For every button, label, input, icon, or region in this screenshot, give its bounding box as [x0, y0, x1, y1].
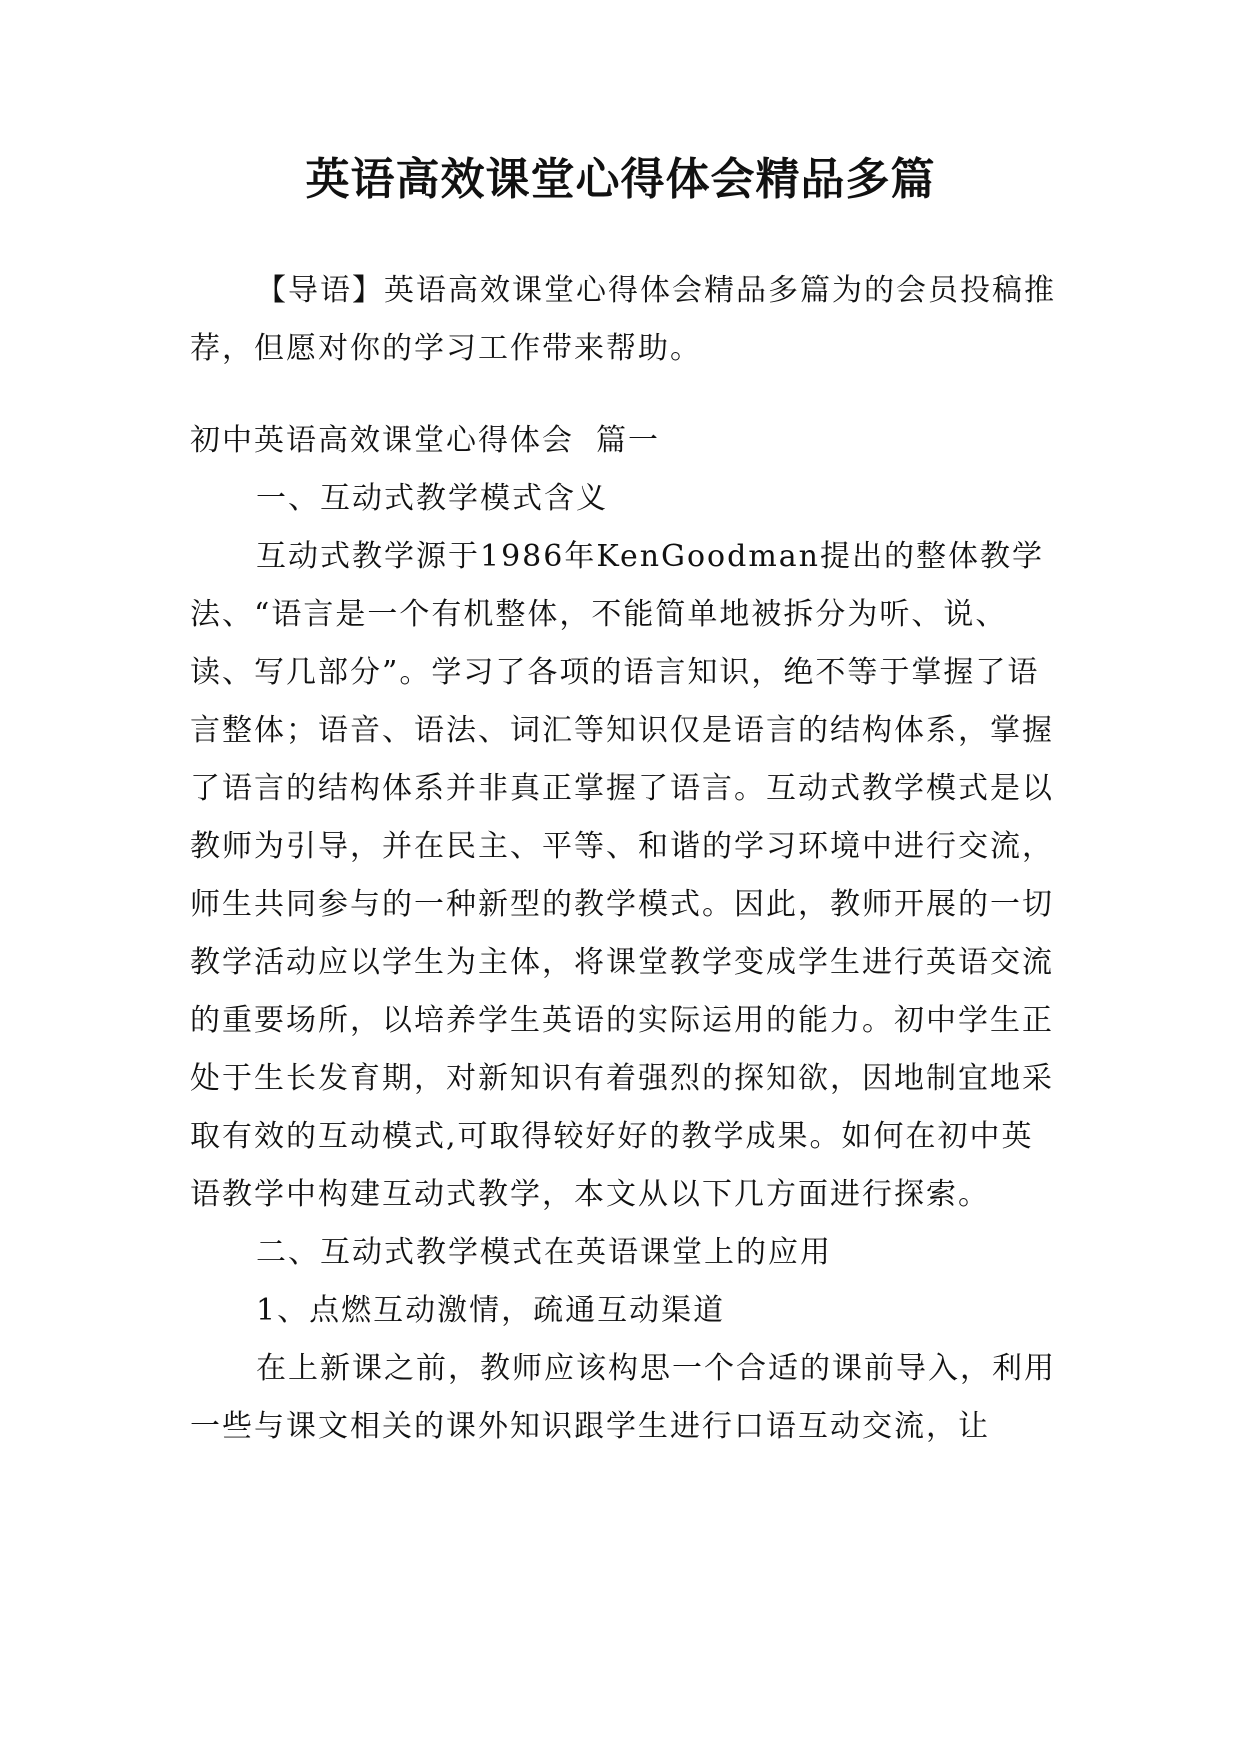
- section-heading-part: 篇一: [596, 423, 660, 458]
- intro-paragraph: 【导语】英语高效课堂心得体会精品多篇为的会员投稿推荐，但愿对你的学习工作带来帮助。: [190, 273, 1056, 366]
- paragraph-2: 在上新课之前，教师应该构思一个合适的课前导入，利用一些与课文相关的课外知识跟学生进行口语互动交流，让: [190, 1351, 1056, 1444]
- intro-block: [190, 262, 1060, 378]
- section-heading-main: 初中英语高效课堂心得体会: [190, 423, 574, 458]
- heading-2: 二、互动式教学模式在英语课堂上的应用: [256, 1235, 832, 1270]
- document-title: 英语高效课堂心得体会精品多篇: [305, 154, 936, 205]
- section-heading: [190, 412, 1060, 470]
- heading-1: 一、互动式教学模式含义: [256, 481, 608, 516]
- section-block: [190, 412, 1060, 1456]
- paragraph-1: 互动式教学源于1986年KenGoodman提出的整体教学法、“语言是一个有机整体，不能简单地被拆分为听、说、读、写几部分”。学习了各项的语言知识，绝不等于掌握了语言整体；语音、语法、词汇等知识仅是语言的结构体系，掌握了语言的结构体系并非真正掌握了语言。互动式教学模式是以教师为引导，并在民主、平等、和谐的学习环境中进行交流，师生共同参与的一种新型的教学模式。因此，教师开展的一切教学活动应以学生为主体，将课堂教学变成学生进行英语交流的重要场所，以培养学生英语的实际运用的能力。初中学生正处于生长发育期，对新知识有着强烈的探知欲，因地制宜地采取有效的互动模式,可取得较好好的教学成果。如何在初中英语教学中构建互动式教学，本文从以下几方面进行探索。: [190, 539, 1054, 1212]
- heading-2-1: 1、点燃互动激情，疏通互动渠道: [256, 1293, 726, 1328]
